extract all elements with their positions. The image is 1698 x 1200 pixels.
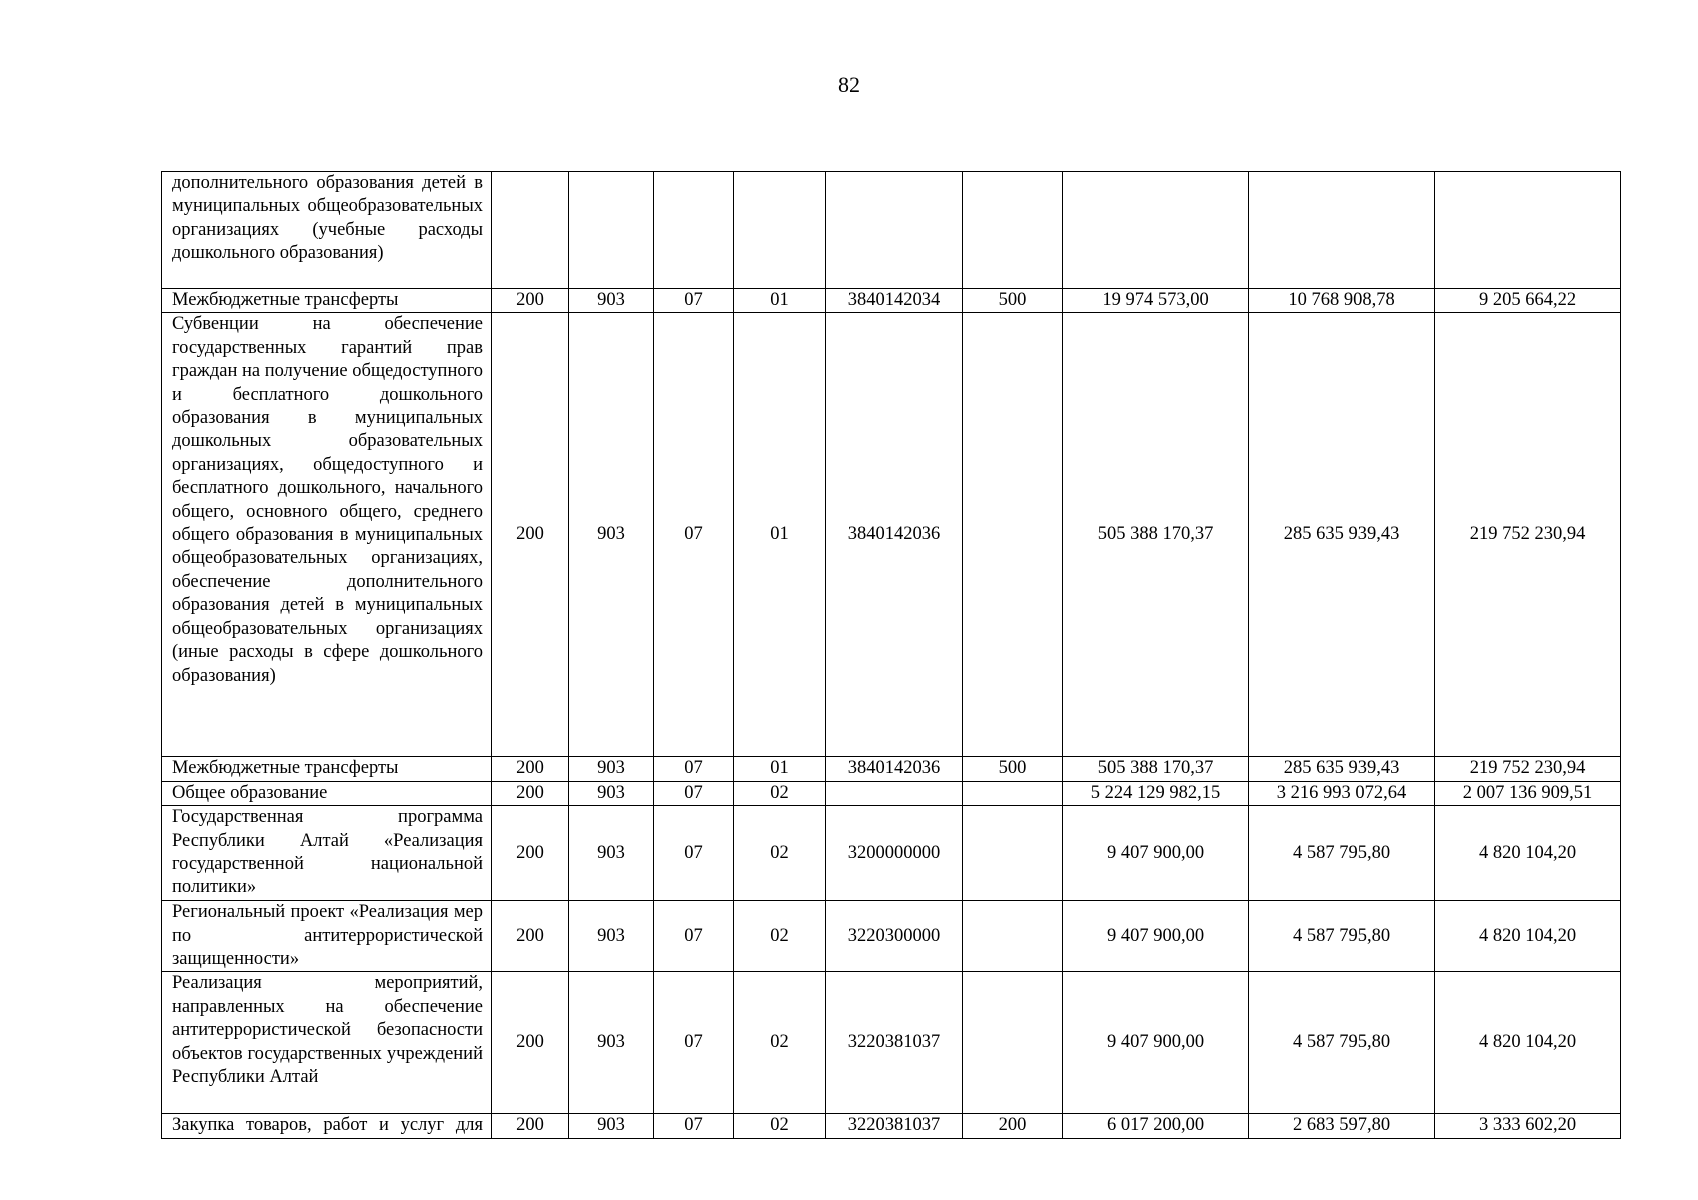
code-cell: 200 [492, 806, 569, 901]
sum2-cell: 10 768 908,78 [1249, 289, 1435, 313]
pr-cell: 01 [734, 289, 826, 313]
table-row [162, 781, 1621, 805]
vr-cell [963, 972, 1063, 1114]
gl-cell: 903 [569, 757, 654, 781]
code-cell: 200 [492, 757, 569, 781]
vr-cell [963, 781, 1063, 805]
sum2-cell: 4 587 795,80 [1249, 806, 1435, 901]
sum1-cell: 19 974 573,00 [1063, 289, 1249, 313]
csr-cell: 3840142036 [826, 313, 963, 757]
pr-cell: 01 [734, 757, 826, 781]
sum3-cell [1435, 172, 1621, 289]
table-row [162, 289, 1621, 313]
vr-cell: 200 [963, 1114, 1063, 1138]
table-body [162, 172, 1621, 1139]
row-name: Закупка товаров, работ и услуг для [162, 1114, 492, 1138]
table-row [162, 757, 1621, 781]
gl-cell: 903 [569, 313, 654, 757]
row-name: дополнительного образования детей в муниципальных общеобразовательных организациях (учебные расходы дошкольного образования) [162, 172, 492, 289]
code-cell: 200 [492, 289, 569, 313]
table-row [162, 172, 1621, 289]
sum1-cell: 6 017 200,00 [1063, 1114, 1249, 1138]
vr-cell [963, 313, 1063, 757]
pr-cell: 02 [734, 781, 826, 805]
gl-cell: 903 [569, 972, 654, 1114]
pr-cell: 02 [734, 972, 826, 1114]
csr-cell: 3220381037 [826, 1114, 963, 1138]
row-name: Реализация мероприятий, направленных на обеспечение антитеррористической безопасности объектов государственных учреждений Республики Алтай [162, 972, 492, 1114]
sum2-cell: 285 635 939,43 [1249, 757, 1435, 781]
sum3-cell: 4 820 104,20 [1435, 901, 1621, 972]
row-name: Субвенции на обеспечение государственных гарантий прав граждан на получение общедоступного и бесплатного дошкольного образования в муниципальных дошкольных образовательных организациях, общедоступного и бесплатного дошкольного, начального общего, основного общего, среднего общего образования в муниципальных общеобразовательных организациях, обеспечение дополнительного образования детей в муниципальных общеобразовательных организациях (иные расходы в сфере дошкольного образования) [162, 313, 492, 757]
vr-cell [963, 172, 1063, 289]
page-number: 82 [838, 72, 860, 97]
sum2-cell: 285 635 939,43 [1249, 313, 1435, 757]
sum2-cell: 4 587 795,80 [1249, 972, 1435, 1114]
table-row [162, 972, 1621, 1114]
rz-cell: 07 [654, 313, 734, 757]
csr-cell: 3840142036 [826, 757, 963, 781]
sum3-cell: 3 333 602,20 [1435, 1114, 1621, 1138]
rz-cell: 07 [654, 972, 734, 1114]
code-cell: 200 [492, 313, 569, 757]
row-name: Межбюджетные трансферты [162, 289, 492, 313]
code-cell: 200 [492, 1114, 569, 1138]
rz-cell: 07 [654, 1114, 734, 1138]
csr-cell: 3220381037 [826, 972, 963, 1114]
pr-cell: 02 [734, 901, 826, 972]
pr-cell: 01 [734, 313, 826, 757]
gl-cell: 903 [569, 1114, 654, 1138]
sum1-cell: 5 224 129 982,15 [1063, 781, 1249, 805]
table-row [162, 313, 1621, 757]
sum3-cell: 9 205 664,22 [1435, 289, 1621, 313]
sum3-cell: 4 820 104,20 [1435, 972, 1621, 1114]
gl-cell: 903 [569, 289, 654, 313]
sum1-cell: 9 407 900,00 [1063, 972, 1249, 1114]
code-cell: 200 [492, 901, 569, 972]
pr-cell: 02 [734, 806, 826, 901]
rz-cell [654, 172, 734, 289]
vr-cell: 500 [963, 289, 1063, 313]
sum1-cell: 9 407 900,00 [1063, 806, 1249, 901]
sum3-cell: 219 752 230,94 [1435, 313, 1621, 757]
code-cell: 200 [492, 781, 569, 805]
budget-table [161, 171, 1621, 1139]
rz-cell: 07 [654, 901, 734, 972]
rz-cell: 07 [654, 289, 734, 313]
sum3-cell: 2 007 136 909,51 [1435, 781, 1621, 805]
rz-cell: 07 [654, 806, 734, 901]
gl-cell: 903 [569, 806, 654, 901]
gl-cell: 903 [569, 781, 654, 805]
code-cell [492, 172, 569, 289]
table-row [162, 806, 1621, 901]
row-name: Государственная программа Республики Алтай «Реализация государственной национальной политики» [162, 806, 492, 901]
sum3-cell: 219 752 230,94 [1435, 757, 1621, 781]
gl-cell [569, 172, 654, 289]
row-name: Общее образование [162, 781, 492, 805]
sum1-cell: 505 388 170,37 [1063, 313, 1249, 757]
sum1-cell: 9 407 900,00 [1063, 901, 1249, 972]
sum2-cell: 4 587 795,80 [1249, 901, 1435, 972]
vr-cell [963, 901, 1063, 972]
rz-cell: 07 [654, 781, 734, 805]
csr-cell: 3840142034 [826, 289, 963, 313]
csr-cell [826, 172, 963, 289]
gl-cell: 903 [569, 901, 654, 972]
sum1-cell: 505 388 170,37 [1063, 757, 1249, 781]
sum3-cell: 4 820 104,20 [1435, 806, 1621, 901]
pr-cell: 02 [734, 1114, 826, 1138]
pr-cell [734, 172, 826, 289]
row-name: Региональный проект «Реализация мер по антитеррористической защищенности» [162, 901, 492, 972]
code-cell: 200 [492, 972, 569, 1114]
sum2-cell: 2 683 597,80 [1249, 1114, 1435, 1138]
rz-cell: 07 [654, 757, 734, 781]
sum1-cell [1063, 172, 1249, 289]
row-name: Межбюджетные трансферты [162, 757, 492, 781]
table-row [162, 1114, 1621, 1138]
sum2-cell: 3 216 993 072,64 [1249, 781, 1435, 805]
vr-cell [963, 806, 1063, 901]
csr-cell: 3200000000 [826, 806, 963, 901]
table-row [162, 901, 1621, 972]
csr-cell: 3220300000 [826, 901, 963, 972]
sum2-cell [1249, 172, 1435, 289]
csr-cell [826, 781, 963, 805]
vr-cell: 500 [963, 757, 1063, 781]
